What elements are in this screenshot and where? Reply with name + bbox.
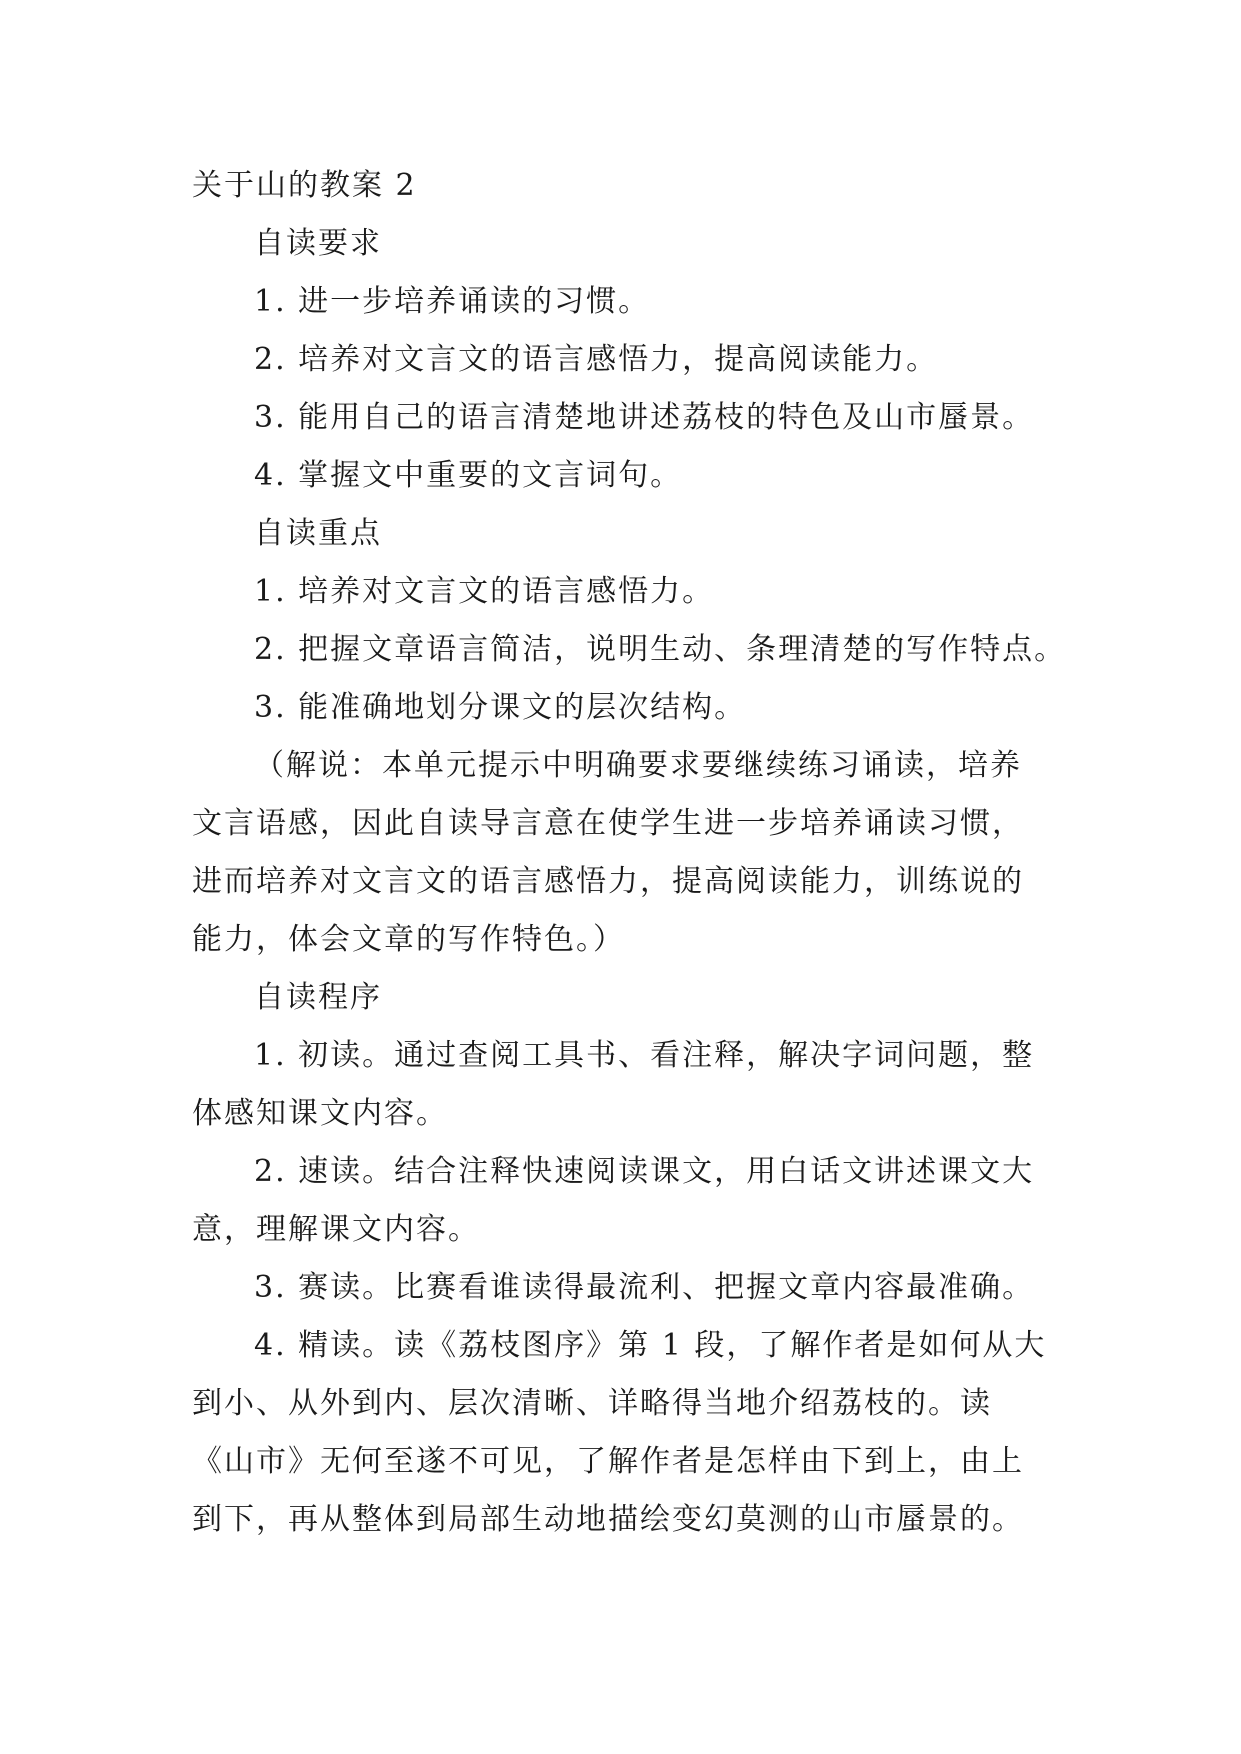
procedure-item-line: 2. 速读。结合注释快速阅读课文，用白话文讲述课文大	[254, 1154, 1035, 1189]
focus-item: 2. 把握文章语言简洁，说明生动、条理清楚的写作特点。	[254, 632, 1067, 667]
procedure-item-line: 1. 初读。通过查阅工具书、看注释，解决字词问题，整	[254, 1038, 1035, 1073]
procedure-item-line: 体感知课文内容。	[192, 1096, 448, 1131]
focus-item: 1. 培养对文言文的语言感悟力。	[254, 574, 715, 609]
requirement-item: 2. 培养对文言文的语言感悟力，提高阅读能力。	[254, 342, 939, 377]
section-heading-reading-focus: 自读重点	[254, 516, 382, 551]
requirement-item: 1. 进一步培养诵读的习惯。	[254, 284, 651, 319]
document-page	[192, 157, 1067, 1549]
procedure-item-line: 3. 赛读。比赛看谁读得最流利、把握文章内容最准确。	[254, 1270, 1035, 1305]
section-heading-reading-requirements: 自读要求	[254, 226, 382, 261]
note-line: 进而培养对文言文的语言感悟力，提高阅读能力，训练说的	[192, 864, 1024, 899]
procedure-item-line: 《山市》无何至遂不可见，了解作者是怎样由下到上，由上	[192, 1444, 1024, 1479]
procedure-item-line: 意，理解课文内容。	[192, 1212, 480, 1247]
requirement-item: 4. 掌握文中重要的文言词句。	[254, 458, 683, 493]
note-line: 能力，体会文章的写作特色。）	[192, 922, 625, 957]
procedure-item-line: 到小、从外到内、层次清晰、详略得当地介绍荔枝的。读	[192, 1386, 992, 1421]
section-heading-reading-procedure: 自读程序	[254, 980, 382, 1015]
focus-item: 3. 能准确地划分课文的层次结构。	[254, 690, 747, 725]
note-line: 文言语感，因此自读导言意在使学生进一步培养诵读习惯，	[192, 806, 1024, 841]
requirement-item: 3. 能用自己的语言清楚地讲述荔枝的特色及山市蜃景。	[254, 400, 1035, 435]
note-line: （解说：本单元提示中明确要求要继续练习诵读，培养	[254, 748, 1022, 783]
procedure-item-line: 到下，再从整体到局部生动地描绘变幻莫测的山市蜃景的。	[192, 1502, 1024, 1537]
document-title: 关于山的教案 2	[192, 168, 417, 203]
procedure-item-line: 4. 精读。读《荔枝图序》第 1 段，了解作者是如何从大	[254, 1328, 1047, 1363]
